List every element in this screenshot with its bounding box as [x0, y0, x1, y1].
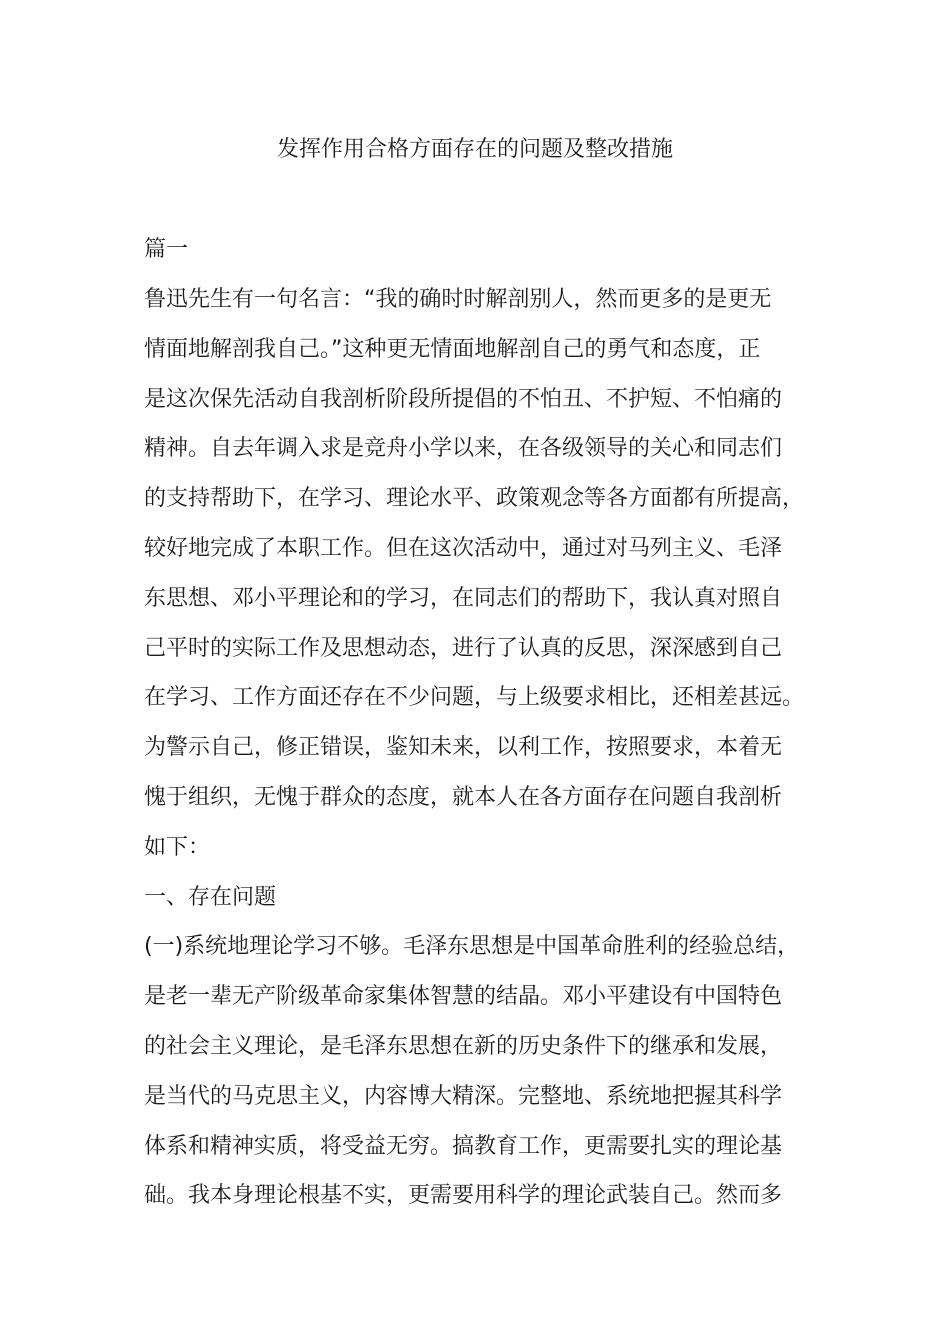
text-line: 是老一辈无产阶级革命家集体智慧的结晶。邓小平建设有中国特色 [144, 984, 783, 1010]
subheading-line: 一、存在问题 [144, 884, 277, 910]
text-line: (一)系统地理论学习不够。毛泽东思想是中国革命胜利的经验总结， [144, 934, 800, 960]
text-line: 的支持帮助下，在学习、理论水平、政策观念等各方面都有所提高， [144, 486, 805, 512]
text-line: 较好地完成了本职工作。但在这次活动中，通过对马列主义、毛泽 [144, 535, 783, 561]
text-line: 础。我本身理论根基不实，更需要用科学的理论武装自己。然而多 [144, 1183, 783, 1209]
document-title: 发挥作用合格方面存在的问题及整改措施 [276, 137, 673, 162]
text-line: 东思想、邓小平理论和的学习，在同志们的帮助下，我认真对照自 [144, 585, 783, 611]
text-line: 己平时的实际工作及思想动态，进行了认真的反思，深深感到自己 [144, 635, 783, 661]
section-label: 篇一 [144, 237, 189, 262]
text-line: 的社会主义理论，是毛泽东思想在新的历史条件下的继承和发展， [144, 1033, 783, 1059]
text-line: 为警示自己，修正错误，鉴知未来，以利工作，按照要求，本着无 [144, 735, 783, 761]
text-line: 在学习、工作方面还存在不少问题，与上级要求相比，还相差甚远。 [144, 685, 805, 711]
text-line: 情面地解剖我自己。”这种更无情面地解剖自己的勇气和态度，正 [144, 336, 761, 362]
text-line: 如下： [144, 834, 211, 860]
text-line: 鲁迅先生有一句名言：“我的确时时解剖别人，然而更多的是更无 [144, 287, 772, 312]
text-line: 精神。自去年调入求是竞舟小学以来，在各级领导的关心和同志们 [144, 436, 783, 462]
text-line: 愧于组织，无愧于群众的态度，就本人在各方面存在问题自我剖析 [144, 784, 783, 810]
text-line: 体系和精神实质，将受益无穷。搞教育工作，更需要扎实的理论基 [144, 1133, 783, 1159]
text-line: 是这次保先活动自我剖析阶段所提倡的不怕丑、不护短、不怕痛的 [144, 386, 783, 412]
body-text [144, 284, 824, 1230]
text-line: 是当代的马克思主义，内容博大精深。完整地、系统地把握其科学 [144, 1083, 783, 1109]
